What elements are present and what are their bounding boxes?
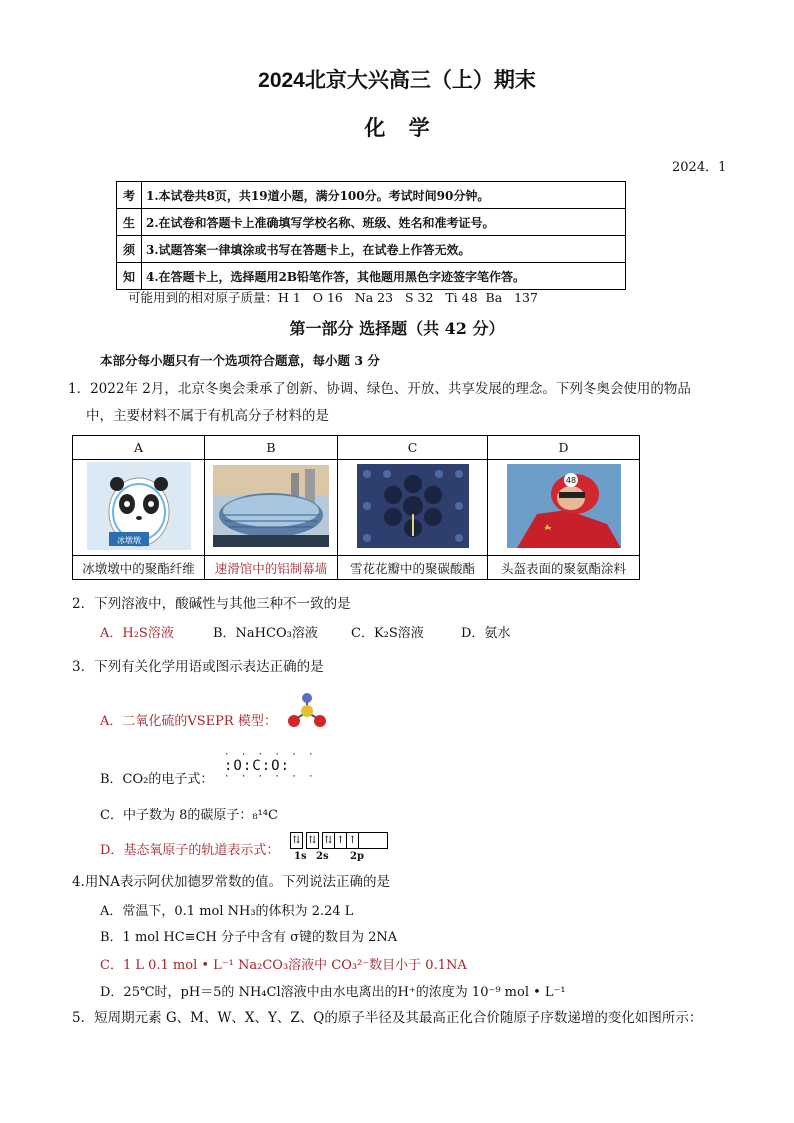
notice-side-char: 考 xyxy=(117,182,142,209)
co2-electron-formula: · · · · · · :O:C:O: · · · · · · xyxy=(224,750,317,782)
q1-stem-line1: 1．2022年 2月，北京冬奥会秉承了创新、协调、绿色、开放、共享发展的理念。下列冬奥会使用的物品 xyxy=(68,381,691,397)
q2-option-c: C．K₂S溶液 xyxy=(351,626,424,641)
part1-instruction: 本部分每小题只有一个选项符合题意，每小题 3 分 xyxy=(100,353,380,368)
q5-stem: 5．短周期元素 G、M、W、X、Y、Z、Q的原子半径及其最高正化合价随原子序数递增的变化如图所示： xyxy=(72,1010,703,1026)
notice-box xyxy=(116,181,626,290)
q4-option-b: B．1 mol HC≡CH 分子中含有 σ键的数目为 2NA xyxy=(100,930,398,945)
notice-line: 1.本试卷共8页，共19道小题，满分100分。考试时间90分钟。 xyxy=(142,182,626,209)
notice-line: 3.试题答案一律填涂或书写在答题卡上，在试卷上作答无效。 xyxy=(142,236,626,263)
snowflake-petal-image xyxy=(357,464,469,548)
q3-option-a: A．二氧化硫的VSEPR 模型： xyxy=(100,714,277,729)
notice-side-char: 知 xyxy=(117,263,142,290)
q1-options-table xyxy=(72,435,640,580)
q4-option-c: C．1 L 0.1 mol • L⁻¹ Na₂CO₃溶液中 CO₃²⁻数目小于 0.1NA xyxy=(100,958,467,973)
notice-line: 2.在试卷和答题卡上准确填写学校名称、班级、姓名和准考证号。 xyxy=(142,209,626,236)
q1-caption-d: 头盔表面的聚氨酯涂料 xyxy=(488,556,640,580)
atomic-masses: 可能用到的相对原子质量：H 1 O 16 Na 23 S 32 Ti 48 Ba 137 xyxy=(128,290,538,305)
image-text: 48 xyxy=(565,476,576,485)
part1-heading: 第一部分 选择题（共 42 分） xyxy=(289,319,505,338)
q1-header-b: B xyxy=(205,436,338,460)
notice-side-char: 须 xyxy=(117,236,142,263)
exam-date: 2024．1 xyxy=(672,160,727,175)
q1-image-c xyxy=(338,460,488,556)
q1-caption-c: 雪花花瓣中的聚碳酸酯 xyxy=(338,556,488,580)
q3-option-c: C．中子数为 8的碳原子：₈¹⁴C xyxy=(100,808,278,823)
q1-caption-a: 冰墩墩中的聚酯纤维 xyxy=(73,556,205,580)
skater-helmet-image xyxy=(507,464,621,548)
q1-image-d xyxy=(488,460,640,556)
image-text: 冰墩墩 xyxy=(116,536,141,545)
q4-option-d: D．25℃时，pH＝5的 NH₄Cl溶液中由水电离出的H⁺的浓度为 10⁻⁹ mol • L⁻¹ xyxy=(100,985,566,1000)
q1-image-b xyxy=(205,460,338,556)
q2-option-d: D．氨水 xyxy=(461,626,511,641)
orbital-label-2p: 2p xyxy=(350,851,364,862)
q2-option-a: A．H₂S溶液 xyxy=(100,626,174,641)
q3-stem: 3．下列有关化学用语或图示表达正确的是 xyxy=(72,659,324,675)
speed-skating-oval-image xyxy=(213,465,329,547)
bing-dwen-dwen-image xyxy=(87,462,191,550)
q1-caption-b: 速滑馆中的铝制幕墙 xyxy=(205,556,338,580)
subject-title: 化 学 xyxy=(364,117,430,140)
exam-title: 2024北京大兴高三（上）期末 xyxy=(258,69,536,92)
q3-option-d: D．基态氧原子的轨道表示式： xyxy=(100,843,280,858)
orbital-label-2s: 2s xyxy=(316,851,329,862)
q1-header-d: D xyxy=(488,436,640,460)
q2-option-b: B．NaHCO₃溶液 xyxy=(213,626,318,641)
q4-stem: 4.用NA表示阿伏加德罗常数的值。下列说法正确的是 xyxy=(72,874,390,890)
oxygen-orbital-diagram: ⇅ ⇅ ⇅ ↑ ↑ xyxy=(290,832,387,849)
q1-header-a: A xyxy=(73,436,205,460)
q2-stem: 2．下列溶液中，酸碱性与其他三种不一致的是 xyxy=(72,596,351,612)
orbital-label-1s: 1s xyxy=(294,851,307,862)
q1-stem-line2: 中，主要材料不属于有机高分子材料的是 xyxy=(86,408,329,424)
q3-option-b: B．CO₂的电子式： xyxy=(100,772,214,787)
q4-option-a: A．常温下，0.1 mol NH₃的体积为 2.24 L xyxy=(100,904,354,919)
q1-header-c: C xyxy=(338,436,488,460)
notice-line: 4.在答题卡上，选择题用2B铅笔作答，其他题用黑色字迹签字笔作答。 xyxy=(142,263,626,290)
notice-side-char: 生 xyxy=(117,209,142,236)
so2-vsepr-model-icon xyxy=(284,690,330,730)
q1-image-a xyxy=(73,460,205,556)
